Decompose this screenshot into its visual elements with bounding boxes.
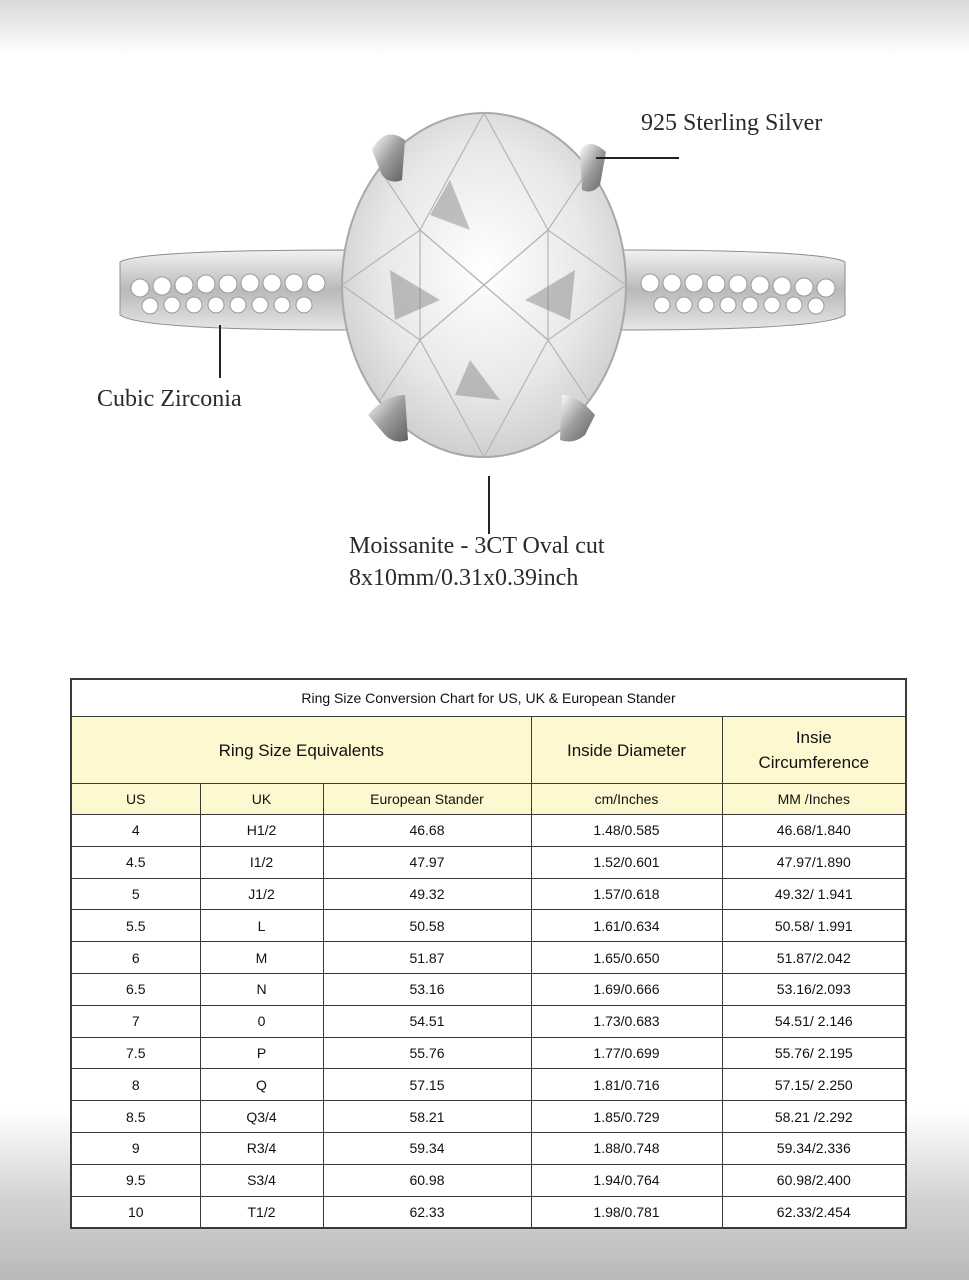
- table-row: [71, 1069, 906, 1101]
- table-row: [71, 973, 906, 1005]
- circumference-cell: 46.68/1.840: [722, 815, 906, 847]
- circumference-header-line1: Insie: [795, 728, 832, 747]
- us-size-cell: 9.5: [71, 1164, 200, 1196]
- diameter-cell: 1.48/0.585: [531, 815, 722, 847]
- uk-size-cell: T1/2: [200, 1196, 323, 1228]
- european-column-header: European Stander: [323, 784, 531, 815]
- us-size-cell: 8.5: [71, 1101, 200, 1133]
- uk-column-header: UK: [200, 784, 323, 815]
- prong-top-right: [580, 144, 606, 192]
- european-size-cell: 55.76: [323, 1037, 531, 1069]
- diameter-cell: 1.73/0.683: [531, 1005, 722, 1037]
- table-row: [71, 910, 906, 942]
- diameter-cell: 1.94/0.764: [531, 1164, 722, 1196]
- ring-size-chart: [70, 678, 907, 1229]
- european-size-cell: 58.21: [323, 1101, 531, 1133]
- circumference-cell: 50.58/ 1.991: [722, 910, 906, 942]
- european-size-cell: 62.33: [323, 1196, 531, 1228]
- us-size-cell: 5: [71, 878, 200, 910]
- diameter-cell: 1.57/0.618: [531, 878, 722, 910]
- us-size-cell: 6: [71, 942, 200, 974]
- circumference-unit-header: MM /Inches: [722, 784, 906, 815]
- us-column-header: US: [71, 784, 200, 815]
- table-row: [71, 1037, 906, 1069]
- us-size-cell: 6.5: [71, 973, 200, 1005]
- ring-illustration: [0, 0, 969, 620]
- circumference-cell: 57.15/ 2.250: [722, 1069, 906, 1101]
- table-row: [71, 942, 906, 974]
- uk-size-cell: P: [200, 1037, 323, 1069]
- european-size-cell: 50.58: [323, 910, 531, 942]
- circumference-cell: 59.34/2.336: [722, 1132, 906, 1164]
- european-size-cell: 46.68: [323, 815, 531, 847]
- diameter-cell: 1.77/0.699: [531, 1037, 722, 1069]
- circumference-cell: 60.98/2.400: [722, 1164, 906, 1196]
- european-size-cell: 49.32: [323, 878, 531, 910]
- circumference-cell: 53.16/2.093: [722, 973, 906, 1005]
- circumference-cell: 49.32/ 1.941: [722, 878, 906, 910]
- table-row: [71, 878, 906, 910]
- uk-size-cell: L: [200, 910, 323, 942]
- circumference-header: [722, 717, 906, 784]
- european-size-cell: 54.51: [323, 1005, 531, 1037]
- table-row: [71, 1164, 906, 1196]
- us-size-cell: 7.5: [71, 1037, 200, 1069]
- european-size-cell: 53.16: [323, 973, 531, 1005]
- chart-title: Ring Size Conversion Chart for US, UK & European Stander: [71, 679, 906, 717]
- us-size-cell: 9: [71, 1132, 200, 1164]
- metal-label: 925 Sterling Silver: [641, 110, 823, 136]
- table-row: [71, 1132, 906, 1164]
- chart-rows: [71, 815, 906, 1229]
- metal-callout-line: [596, 157, 679, 159]
- uk-size-cell: N: [200, 973, 323, 1005]
- center-stone-label: Moissanite - 3CT Oval cut: [349, 533, 605, 559]
- table-row: [71, 815, 906, 847]
- uk-size-cell: J1/2: [200, 878, 323, 910]
- uk-size-cell: H1/2: [200, 815, 323, 847]
- diameter-cell: 1.88/0.748: [531, 1132, 722, 1164]
- center-stone-callout-line: [488, 476, 490, 534]
- us-size-cell: 4.5: [71, 846, 200, 878]
- uk-size-cell: M: [200, 942, 323, 974]
- side-stones-callout-line: [219, 325, 221, 378]
- european-size-cell: 57.15: [323, 1069, 531, 1101]
- diameter-cell: 1.85/0.729: [531, 1101, 722, 1133]
- side-stones-label: Cubic Zirconia: [97, 386, 242, 412]
- uk-size-cell: R3/4: [200, 1132, 323, 1164]
- european-size-cell: 47.97: [323, 846, 531, 878]
- uk-size-cell: Q3/4: [200, 1101, 323, 1133]
- uk-size-cell: 0: [200, 1005, 323, 1037]
- european-size-cell: 51.87: [323, 942, 531, 974]
- inside-diameter-header: Inside Diameter: [531, 717, 722, 784]
- circumference-cell: 54.51/ 2.146: [722, 1005, 906, 1037]
- circumference-cell: 62.33/2.454: [722, 1196, 906, 1228]
- uk-size-cell: Q: [200, 1069, 323, 1101]
- us-size-cell: 10: [71, 1196, 200, 1228]
- diameter-cell: 1.61/0.634: [531, 910, 722, 942]
- table-row: [71, 846, 906, 878]
- prong-bottom-right: [560, 395, 595, 442]
- diameter-cell: 1.52/0.601: [531, 846, 722, 878]
- center-stone-size-label: 8x10mm/0.31x0.39inch: [349, 565, 579, 591]
- diameter-cell: 1.69/0.666: [531, 973, 722, 1005]
- circumference-cell: 51.87/2.042: [722, 942, 906, 974]
- diameter-unit-header: cm/Inches: [531, 784, 722, 815]
- european-size-cell: 60.98: [323, 1164, 531, 1196]
- us-size-cell: 5.5: [71, 910, 200, 942]
- table-row: [71, 1005, 906, 1037]
- circumference-header-line2: Circumference: [758, 753, 870, 772]
- us-size-cell: 4: [71, 815, 200, 847]
- us-size-cell: 8: [71, 1069, 200, 1101]
- circumference-cell: 47.97/1.890: [722, 846, 906, 878]
- table-row: [71, 1101, 906, 1133]
- diameter-cell: 1.81/0.716: [531, 1069, 722, 1101]
- uk-size-cell: S3/4: [200, 1164, 323, 1196]
- table-row: [71, 1196, 906, 1228]
- prong-bottom-left: [368, 395, 408, 442]
- ring-size-equivalents-header: Ring Size Equivalents: [71, 717, 531, 784]
- diameter-cell: 1.98/0.781: [531, 1196, 722, 1228]
- circumference-cell: 58.21 /2.292: [722, 1101, 906, 1133]
- us-size-cell: 7: [71, 1005, 200, 1037]
- circumference-cell: 55.76/ 2.195: [722, 1037, 906, 1069]
- uk-size-cell: I1/2: [200, 846, 323, 878]
- european-size-cell: 59.34: [323, 1132, 531, 1164]
- diameter-cell: 1.65/0.650: [531, 942, 722, 974]
